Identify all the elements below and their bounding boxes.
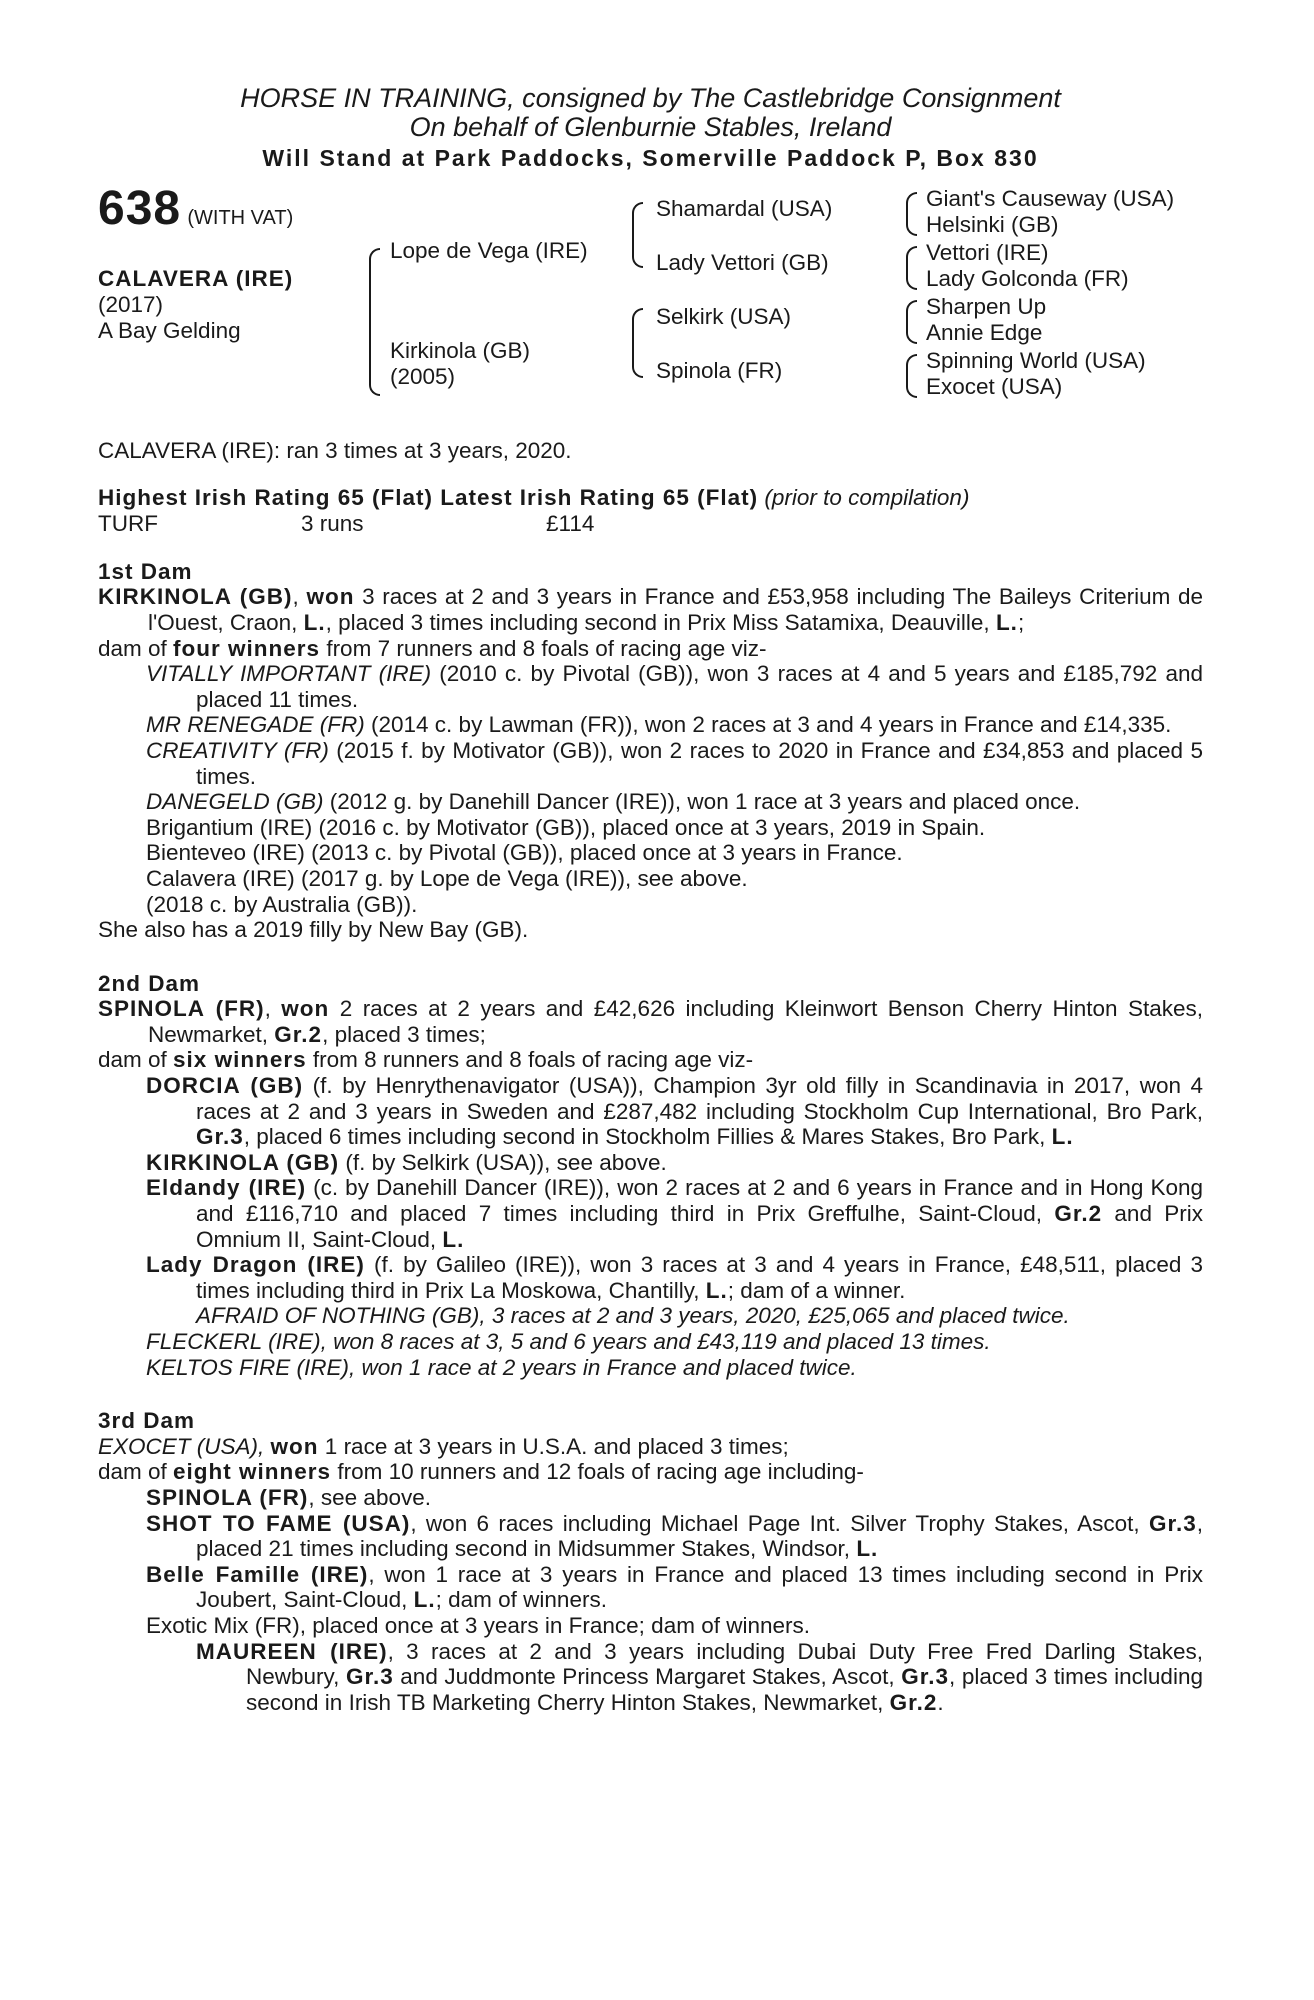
dam-sire: Selkirk (USA)	[656, 303, 792, 329]
horse-description: A Bay Gelding	[98, 317, 241, 343]
progeny-name: MR RENEGADE (FR)	[146, 712, 365, 738]
rating-section	[98, 485, 1203, 537]
progeny-text: , placed 21 times including second in Midsummer Stakes, Windsor,	[196, 1510, 1203, 1562]
progeny-name: MAUREEN (IRE)	[196, 1638, 388, 1664]
progeny-text: (2015 f. by Motivator (GB)), won 2 races to 2020 in France and £34,853 and placed 5 times.	[196, 737, 1203, 789]
group-mark: Gr.3	[901, 1664, 950, 1690]
section-heading: 2nd Dam	[98, 970, 201, 996]
record-text: 2 races at 2 years and £42,626 including Kleinwort Benson Cherry Hinton Stakes, Newmarket,	[148, 996, 1203, 1047]
horse-year: (2017)	[98, 291, 164, 317]
progeny-name: CREATIVITY (FR)	[146, 737, 329, 763]
progeny-text: and Juddmonte Princess Margaret Stakes, Ascot,	[393, 1664, 902, 1690]
listed-mark: L.	[303, 609, 326, 635]
group-mark: Gr.3	[196, 1124, 244, 1150]
listed-mark: L.	[995, 609, 1018, 635]
group-mark: Gr.2	[889, 1689, 938, 1715]
won-label: won	[306, 584, 355, 610]
progeny-name: SHOT TO FAME (USA)	[146, 1510, 411, 1536]
progeny-item: Calavera (IRE) (2017 g. by Lope de Vega (IRE)), see above.	[146, 865, 748, 891]
progeny-text: ; dam of a winner.	[727, 1277, 906, 1303]
pedigree-brace	[632, 202, 643, 268]
rating-note: (prior to compilation)	[764, 485, 970, 511]
progeny-item: KELTOS FIRE (IRE), won 1 race at 2 years in France and placed twice.	[146, 1354, 857, 1380]
foal-summary: from 7 runners and 8 foals of racing age viz-	[320, 635, 767, 661]
listed-mark: L.	[856, 1536, 879, 1562]
progeny-item	[98, 712, 1203, 738]
second-dam-section	[98, 971, 1203, 1381]
catalogue-page	[98, 84, 1203, 1715]
turf-runs: 3 runs	[301, 510, 364, 536]
progeny-name: KIRKINOLA (GB)	[146, 1149, 340, 1175]
section-heading: 1st Dam	[98, 558, 193, 584]
grandsire-1: Giant's Causeway (USA)	[926, 185, 1175, 211]
dam-record: KIRKINOLA (GB), won 3 races at 2 and 3 years in France and £53,958 including The Baileys Criterium de l'Ouest, Craon, L., placed 3 times including second in Prix Miss Satamixa, Deauville, L.;	[98, 584, 1203, 635]
pedigree-brace	[906, 300, 917, 344]
won-label: won	[270, 1433, 319, 1459]
progeny-text: , placed 6 times including second in Stockholm Fillies & Mares Stakes, Bro Park,	[243, 1124, 1052, 1150]
record-text: , placed 3 times;	[322, 1021, 486, 1047]
lot-number: 638	[98, 181, 182, 235]
dam-name: SPINOLA (FR)	[98, 996, 265, 1022]
progeny-item	[98, 1252, 1203, 1303]
progeny-item: FLECKERL (IRE), won 8 races at 3, 5 and 6 years and £43,119 and placed 13 times.	[146, 1329, 991, 1354]
progeny-item: (2018 c. by Australia (GB)).	[146, 891, 418, 917]
vat-note: (WITH VAT)	[187, 206, 294, 229]
progeny-text: , 3 races at 2 and 3 years including Dubai Duty Free Fred Darling Stakes, Newbury,	[246, 1638, 1203, 1690]
progeny-item	[98, 738, 1203, 789]
progeny-text: and Prix Omnium II, Saint-Cloud,	[196, 1201, 1203, 1252]
listed-mark: L.	[705, 1277, 728, 1303]
pedigree-table	[98, 181, 1203, 438]
record-text: , placed 3 times including second in Prix Miss Satamixa, Deauville,	[325, 609, 996, 635]
progeny-item	[98, 1150, 1203, 1176]
third-dam-section	[98, 1408, 1203, 1715]
progeny-name: Lady Dragon (IRE)	[146, 1252, 365, 1278]
won-label: won	[281, 996, 330, 1022]
consignor-line: HORSE IN TRAINING, consigned by The Castlebridge Consignment	[240, 83, 1061, 113]
progeny-text: (2010 c. by Pivotal (GB)), won 3 races at 4 and 5 years and £185,792 and placed 11 times.	[196, 661, 1203, 712]
stand-location-line: Will Stand at Park Paddocks, Somerville Paddock P, Box 830	[262, 145, 1039, 171]
progeny-text: .	[937, 1689, 944, 1715]
progeny-item	[98, 1485, 1203, 1511]
progeny-item	[98, 789, 1203, 815]
grandsire-4: Spinning World (USA)	[926, 347, 1146, 373]
dam-of-label: dam of	[98, 1047, 174, 1073]
winner-count: eight winners	[173, 1459, 332, 1485]
winner-count: six winners	[173, 1047, 307, 1073]
dam: Kirkinola (GB)	[390, 337, 531, 363]
progeny-text: , won 6 races including Michael Page Int. Silver Trophy Stakes, Ascot,	[410, 1510, 1149, 1536]
dam-year: (2005)	[390, 363, 456, 389]
pedigree-brace	[906, 354, 917, 398]
progeny-text: (2012 g. by Danehill Dancer (IRE)), won 1 race at 3 years and placed once.	[323, 789, 1081, 815]
sire-dam: Lady Vettori (GB)	[656, 249, 829, 275]
pedigree-brace	[906, 192, 917, 236]
progeny-text: ; dam of winners.	[435, 1587, 607, 1613]
turf-earnings: £114	[546, 510, 595, 536]
dam-of-label: dam of	[98, 635, 174, 661]
progeny-name: DORCIA (GB)	[146, 1073, 304, 1099]
progeny-text: (2014 c. by Lawman (FR)), won 2 races at 3 and 4 years in France and £14,335.	[364, 712, 1172, 738]
progeny-item: Brigantium (IRE) (2016 c. by Motivator (GB)), placed once at 3 years, 2019 in Spain.	[146, 814, 986, 840]
grandsire-3: Sharpen Up	[926, 293, 1047, 319]
group-mark: Gr.3	[345, 1664, 394, 1690]
granddam-3: Annie Edge	[926, 319, 1043, 345]
foal-summary: from 10 runners and 12 foals of racing age including-	[331, 1459, 864, 1485]
dam-record: SPINOLA (FR), won 2 races at 2 years and £42,626 including Kleinwort Benson Cherry Hinton Stakes, Newmarket, Gr.2, placed 3 times;	[98, 996, 1203, 1047]
progeny-name: Belle Famille (IRE)	[146, 1561, 369, 1587]
progeny-name: DANEGELD (GB)	[146, 789, 324, 815]
pedigree-brace	[369, 248, 380, 396]
also-note: She also has a 2019 filly by New Bay (GB).	[98, 917, 529, 943]
progeny-text: (f. by Henrythenavigator (USA)), Champion 3yr old filly in Scandinavia in 2017, won 4 races at 2 and 3 years in Sweden and £287,482 including Stockholm Cup International, Bro Park,	[196, 1073, 1203, 1124]
sire: Lope de Vega (IRE)	[390, 237, 588, 263]
dam-name: KIRKINOLA (GB)	[98, 584, 293, 610]
progeny-item: Bienteveo (IRE) (2013 c. by Pivotal (GB)), placed once at 3 years in France.	[146, 840, 903, 866]
progeny-item	[98, 1562, 1203, 1613]
progeny-text: (f. by Galileo (IRE)), won 3 races at 3 and 4 years in France, £48,511, placed 3 times including third in Prix La Moskowa, Chantilly,	[196, 1252, 1203, 1303]
progeny-text: , see above.	[308, 1484, 431, 1510]
progeny-item	[98, 1511, 1203, 1562]
progeny-item	[98, 1639, 1203, 1716]
progeny-item: Exotic Mix (FR), placed once at 3 years in France; dam of winners.	[146, 1612, 811, 1638]
progeny-item	[98, 661, 1203, 712]
lot-block	[98, 181, 294, 235]
winner-count: four winners	[173, 635, 321, 661]
record-text: 3 races at 2 and 3 years in France and £53,958 including The Baileys Criterium de l'Ouest, Craon,	[148, 584, 1203, 635]
progeny-name: SPINOLA (FR)	[146, 1484, 309, 1510]
dam-record	[98, 1434, 1203, 1460]
first-dam-section	[98, 559, 1203, 943]
rating-text: Highest Irish Rating 65 (Flat) Latest Irish Rating 65 (Flat)	[98, 485, 759, 511]
group-mark: Gr.2	[1054, 1201, 1103, 1227]
progeny-item: AFRAID OF NOTHING (GB), 3 races at 2 and 3 years, 2020, £25,065 and placed twice.	[196, 1303, 1070, 1329]
progeny-name: VITALLY IMPORTANT (IRE)	[146, 661, 432, 687]
pedigree-brace	[906, 246, 917, 290]
race-summary: CALAVERA (IRE): ran 3 times at 3 years, 2020.	[98, 437, 572, 463]
section-heading: 3rd Dam	[98, 1408, 196, 1434]
listed-mark: L.	[1051, 1124, 1074, 1150]
grandsire-2: Vettori (IRE)	[926, 239, 1049, 265]
progeny-text: , won 1 race at 3 years in France and placed 13 times including second in Prix Joubert, Saint-Cloud,	[196, 1561, 1203, 1613]
pedigree-brace	[632, 308, 643, 378]
granddam-2: Lady Golconda (FR)	[926, 265, 1129, 291]
progeny-name: Eldandy (IRE)	[146, 1175, 307, 1201]
dam-name: EXOCET (USA),	[98, 1433, 265, 1459]
granddam-4: Exocet (USA)	[926, 373, 1063, 399]
listed-mark: L.	[442, 1226, 465, 1252]
record-text: 1 race at 3 years in U.S.A. and placed 3 times;	[318, 1433, 789, 1459]
progeny-text: (f. by Selkirk (USA)), see above.	[339, 1149, 667, 1175]
progeny-item	[98, 1073, 1203, 1150]
horse-name: CALAVERA (IRE)	[98, 265, 294, 291]
record-text: ;	[1017, 609, 1025, 635]
group-mark: Gr.2	[274, 1021, 323, 1047]
listed-mark: L.	[413, 1587, 436, 1613]
dam-dam: Spinola (FR)	[656, 357, 783, 383]
granddam-1: Helsinki (GB)	[926, 211, 1059, 237]
foal-summary: from 8 runners and 8 foals of racing age viz-	[306, 1047, 754, 1073]
dam-of-label: dam of	[98, 1459, 174, 1485]
turf-label: TURF	[98, 510, 158, 536]
on-behalf-line: On behalf of Glenburnie Stables, Ireland	[409, 112, 892, 142]
progeny-text: (c. by Danehill Dancer (IRE)), won 2 races at 2 and 6 years in France and in Hong Kong and £116,710 and placed 7 times including third in Prix Greffulhe, Saint-Cloud,	[196, 1175, 1204, 1227]
group-mark: Gr.3	[1148, 1510, 1197, 1536]
sire-sire: Shamardal (USA)	[656, 195, 833, 221]
progeny-text: , placed 3 times including second in Irish TB Marketing Cherry Hinton Stakes, Newmarket,	[246, 1664, 1203, 1715]
progeny-item	[98, 1175, 1203, 1252]
